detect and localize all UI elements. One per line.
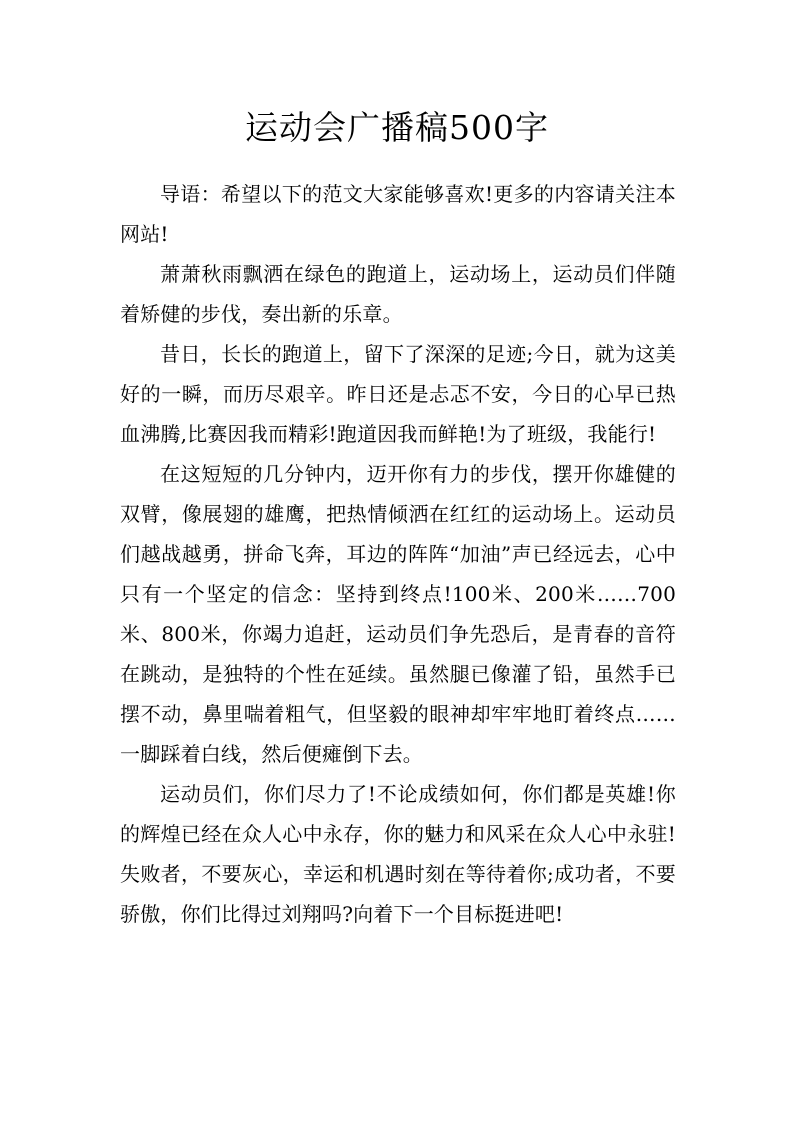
paragraph-intro: 导语：希望以下的范文大家能够喜欢!更多的内容请关注本网站! xyxy=(120,182,676,246)
document-body xyxy=(120,174,676,934)
paragraph-athletes: 运动员们，你们尽力了!不论成绩如何，你们都是英雄!你的辉煌已经在众人心中永存，你的魅力和风采在众人心中永驻!失败者，不要灰心，幸运和机遇时刻在等待着你;成功者，不要骄傲，你们比得过刘翔吗?向着下一个目标挺进吧! xyxy=(120,782,676,926)
paragraph-autumn-rain: 萧萧秋雨飘洒在绿色的跑道上，运动场上，运动员们伴随着矫健的步伐，奏出新的乐章。 xyxy=(120,262,676,326)
paragraph-race: 在这短短的几分钟内，迈开你有力的步伐，摆开你雄健的双臂，像展翅的雄鹰，把热情倾洒在红红的运动场上。运动员们越战越勇，拼命飞奔，耳边的阵阵“加油”声已经远去，心中只有一个坚定的信念：坚持到终点!100米、200米……700米、800米，你竭力追赶，运动员们争先恐后，是青春的音符在跳动，是独特的个性在延续。虽然腿已像灌了铅，虽然手已摆不动，鼻里喘着粗气，但坚毅的眼神却牢牢地盯着终点……一脚踩着白线，然后便瘫倒下去。 xyxy=(120,462,676,766)
document-title: 运动会广播稿500字 xyxy=(245,108,549,147)
paragraph-track: 昔日，长长的跑道上，留下了深深的足迹;今日，就为这美好的一瞬，而历尽艰辛。昨日还是忐忑不安，今日的心早已热血沸腾,比赛因我而精彩!跑道因我而鲜艳!为了班级，我能行! xyxy=(120,342,676,446)
